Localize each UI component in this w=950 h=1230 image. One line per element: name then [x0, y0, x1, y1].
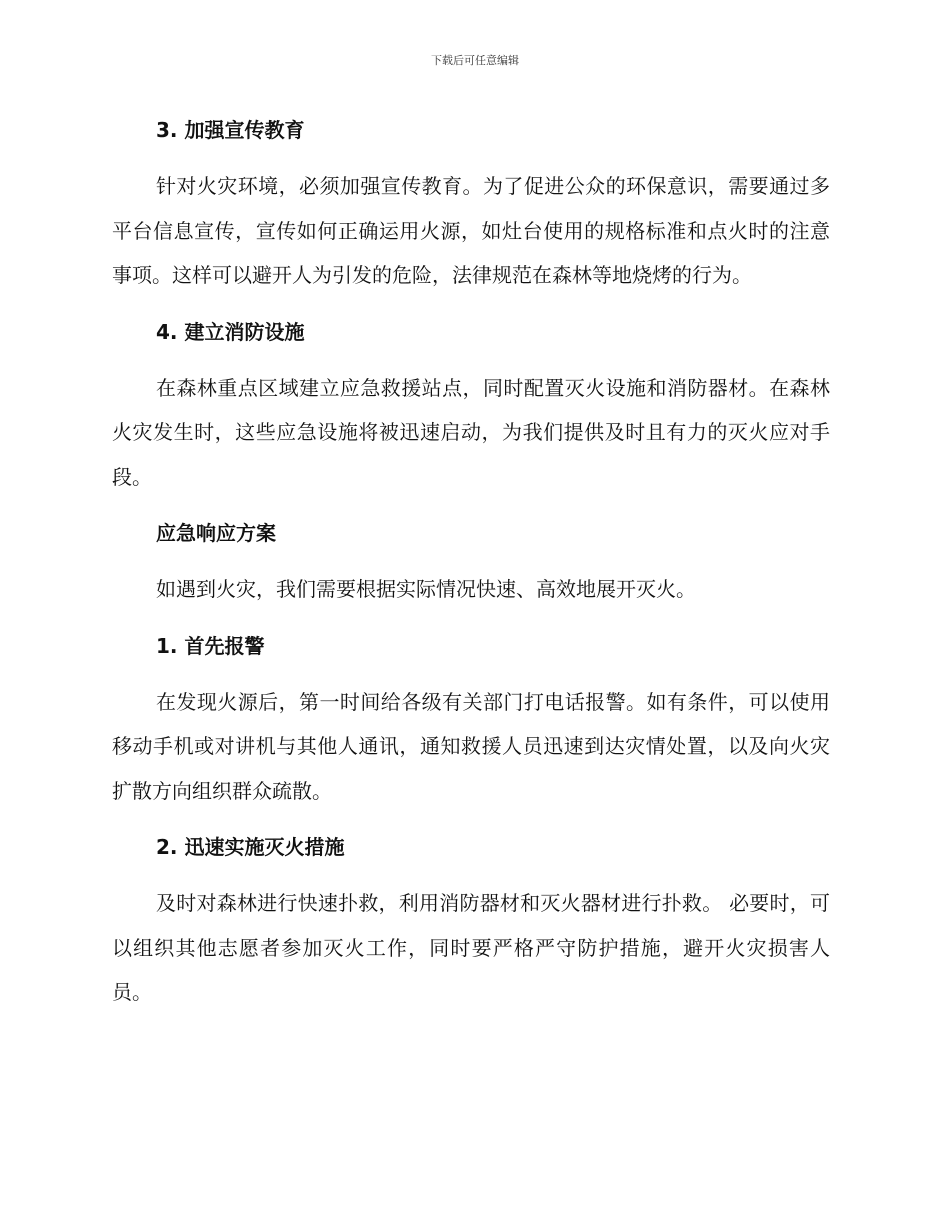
section-heading-extinguish: 2. 迅速实施灭火措施 [156, 835, 345, 859]
paragraph-publicity: 针对火灾环境，必须加强宣传教育。为了促进公众的环保意识，需要通过多平台信息宣传，宣传如何正确运用火源，如灶台使用的规格标准和点火时的注意事项。这样可以避开人为引发的危险，法律规范在森林等地烧烤的行为。 [112, 174, 830, 287]
section-heading-alarm: 1. 首先报警 [156, 633, 265, 658]
section-heading-emergency-plan: 应急响应方案 [156, 521, 276, 545]
paragraph-extinguish: 及时对森林进行快速扑救，利用消防器材和灭火器材进行扑救。 必要时，可以组织其他志愿者参加灭火工作，同时要严格严守防护措施，避开火灾损害人员。 [112, 891, 830, 1004]
section-heading-publicity: 3. 加强宣传教育 [156, 118, 305, 142]
paragraph-alarm: 在发现火源后，第一时间给各级有关部门打电话报警。如有条件，可以使用移动手机或对讲机与其他人通讯，通知救援人员迅速到达灾情处置，以及向火灾扩散方向组织群众疏散。 [112, 689, 830, 803]
section-heading-facilities: 4. 建立消防设施 [156, 319, 305, 344]
paragraph-emergency-plan: 如遇到火灾，我们需要根据实际情况快速、高效地展开灭火。 [156, 577, 696, 601]
document-body [112, 108, 830, 1015]
paragraph-facilities: 在森林重点区域建立应急救援站点，同时配置灭火设施和消防器材。在森林火灾发生时，这些应急设施将被迅速启动，为我们提供及时且有力的灭火应对手段。 [112, 375, 830, 489]
page-header: 下载后可任意编辑 [431, 54, 519, 67]
